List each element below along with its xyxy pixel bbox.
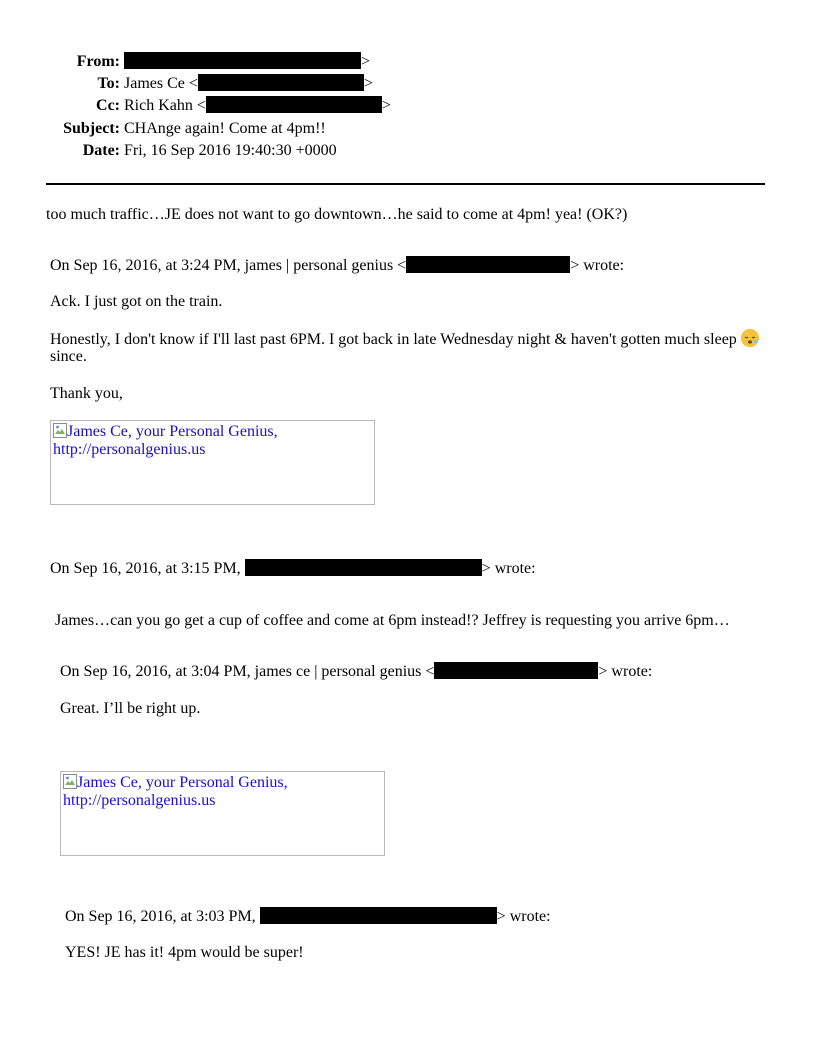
to-value: James Ce < > <box>124 75 373 92</box>
from-value: > <box>124 52 370 72</box>
quote4-attribution: On Sep 16, 2016, at 3:03 PM, > wrote: <box>65 908 551 925</box>
quote1-paragraph: Ack. I just got on the train. <box>50 293 223 310</box>
redaction-bar <box>260 907 497 924</box>
quote1-paragraph: since. <box>50 348 87 365</box>
quote4-paragraph: YES! JE has it! 4pm would be super! <box>65 944 304 961</box>
to-label: To: <box>97 75 120 92</box>
date-label: Date: <box>82 142 120 159</box>
redaction-bar <box>434 662 598 679</box>
to-row <box>0 74 816 94</box>
from-row <box>0 52 816 72</box>
date-value: Fri, 16 Sep 2016 19:40:30 +0000 <box>124 142 337 159</box>
cc-label: Cc: <box>96 97 120 114</box>
header-divider <box>46 183 765 185</box>
redaction-bar <box>206 96 382 113</box>
redaction-bar <box>124 52 361 69</box>
redaction-bar <box>198 74 364 91</box>
subject-label: Subject: <box>63 120 120 137</box>
signature-image[interactable]: James Ce, your Personal Genius, http://personalgenius.us <box>60 771 385 856</box>
quote2-paragraph: James…can you go get a cup of coffee and come at 6pm instead!? Jeffrey is requesting you arrive 6pm… <box>55 612 730 629</box>
redaction-bar <box>245 559 482 576</box>
message-body: too much traffic…JE does not want to go downtown…he said to come at 4pm! yea! (OK?) <box>46 206 628 223</box>
quote3-attribution: On Sep 16, 2016, at 3:04 PM, james ce | personal genius < > wrote: <box>60 663 653 680</box>
date-row <box>0 141 816 161</box>
signature-image[interactable]: James Ce, your Personal Genius, http://personalgenius.us <box>50 420 375 505</box>
quote1-attribution: On Sep 16, 2016, at 3:24 PM, james | personal genius < > wrote: <box>50 257 625 274</box>
quote1-paragraph: Honestly, I don't know if I'll last past 6PM. I got back in late Wednesday night & haven't gotten much sleep <box>50 329 759 350</box>
from-label: From: <box>76 53 120 70</box>
cc-row <box>0 96 816 116</box>
quote3-paragraph: Great. I’ll be right up. <box>60 700 201 717</box>
broken-image-icon <box>63 774 77 789</box>
redaction-bar <box>406 256 570 273</box>
broken-image-icon <box>53 423 67 438</box>
subject-row <box>0 119 816 139</box>
subject-value: CHAnge again! Come at 4pm!! <box>124 120 326 137</box>
cc-value: Rich Kahn < > <box>124 97 391 114</box>
quote2-attribution: On Sep 16, 2016, at 3:15 PM, > wrote: <box>50 560 536 577</box>
sleeping-face-emoji <box>741 329 759 347</box>
quote1-paragraph: Thank you, <box>50 385 123 402</box>
